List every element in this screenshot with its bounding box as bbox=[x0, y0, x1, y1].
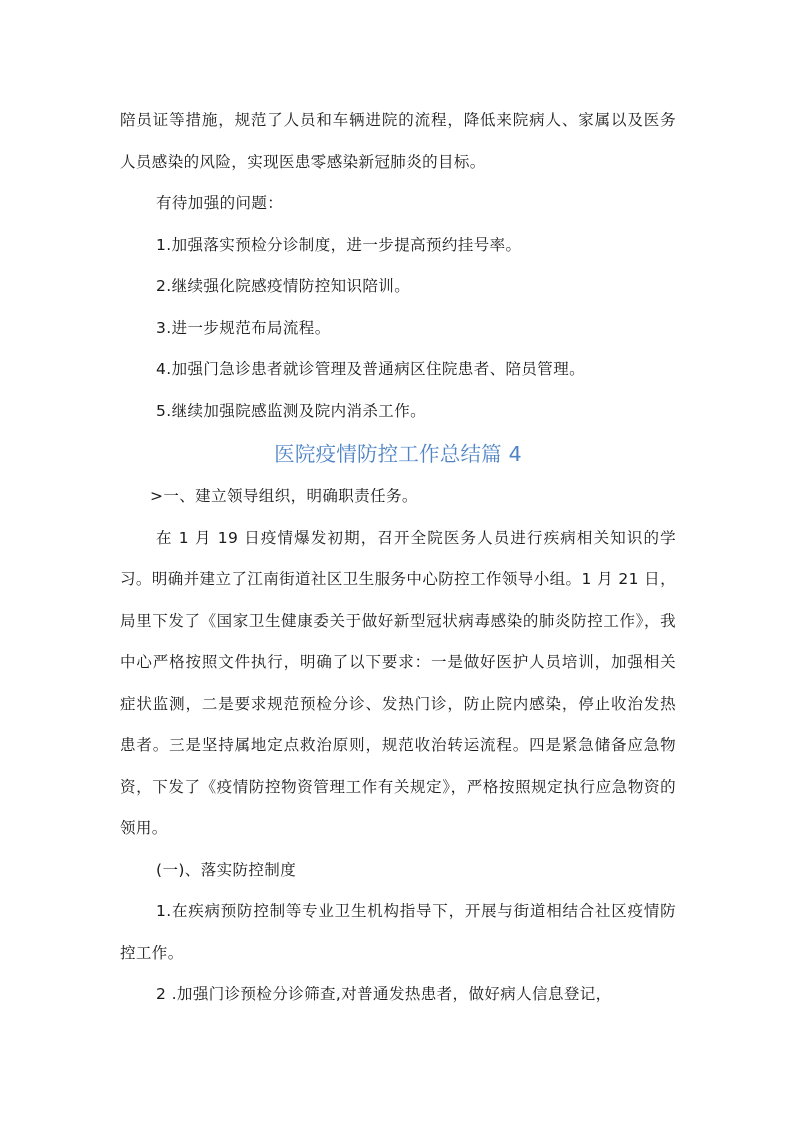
section-heading: 医院疫情防控工作总结篇 4 bbox=[274, 442, 522, 466]
issue-item-3: 3.进一步规范布局流程。 bbox=[156, 318, 331, 337]
section-paragraph: 在 1 月 19 日疫情爆发初期，召开全院医务人员进行疾病相关知识的学习。明确并建立了江南街道社区卫生服务中心防控工作领导小组。1 月 21 日，局里下发了《国家卫生健康委关于做好新型冠状病毒感染的肺炎防控工作》，我中心严格按照文件执行，明确了以下要求：一是做好医护人员培训，加强相关症状监测，二是要求规范预检分诊、发热门诊，防止院内感染，停止收治发热患者。三是坚持属地定点救治原则，规范收治转运流程。四是紧急储备应急物资，下发了《疫情防控物资管理工作有关规定》，严格按照规定执行应急物资的领用。 bbox=[120, 528, 676, 837]
subsection-item-1: 1.在疾病预防控制等专业卫生机构指导下，开展与街道相结合社区疫情防控工作。 bbox=[120, 902, 676, 962]
section-intro: >一、建立领导组织，明确职责任务。 bbox=[150, 487, 418, 505]
subsection-title: (一)、落实防控制度 bbox=[156, 860, 297, 879]
issue-item-1: 1.加强落实预检分诊制度，进一步提高预约挂号率。 bbox=[156, 235, 522, 254]
issues-title: 有待加强的问题： bbox=[156, 194, 284, 212]
issue-item-4: 4.加强门急诊患者就诊管理及普通病区住院患者、陪员管理。 bbox=[156, 360, 585, 378]
subsection-item-2: 2 .加强门诊预检分诊筛查,对普通发热患者，做好病人信息登记， bbox=[156, 985, 612, 1003]
issue-item-2: 2.继续强化院感疫情防控知识陪训。 bbox=[156, 277, 411, 295]
issue-item-5: 5.继续加强院感监测及院内消杀工作。 bbox=[156, 401, 426, 420]
document-body bbox=[120, 100, 676, 1016]
paragraph-continuation: 陪员证等措施，规范了人员和车辆进院的流程，降低来院病人、家属以及医务人员感染的风险，实现医患零感染新冠肺炎的目标。 bbox=[120, 111, 676, 171]
